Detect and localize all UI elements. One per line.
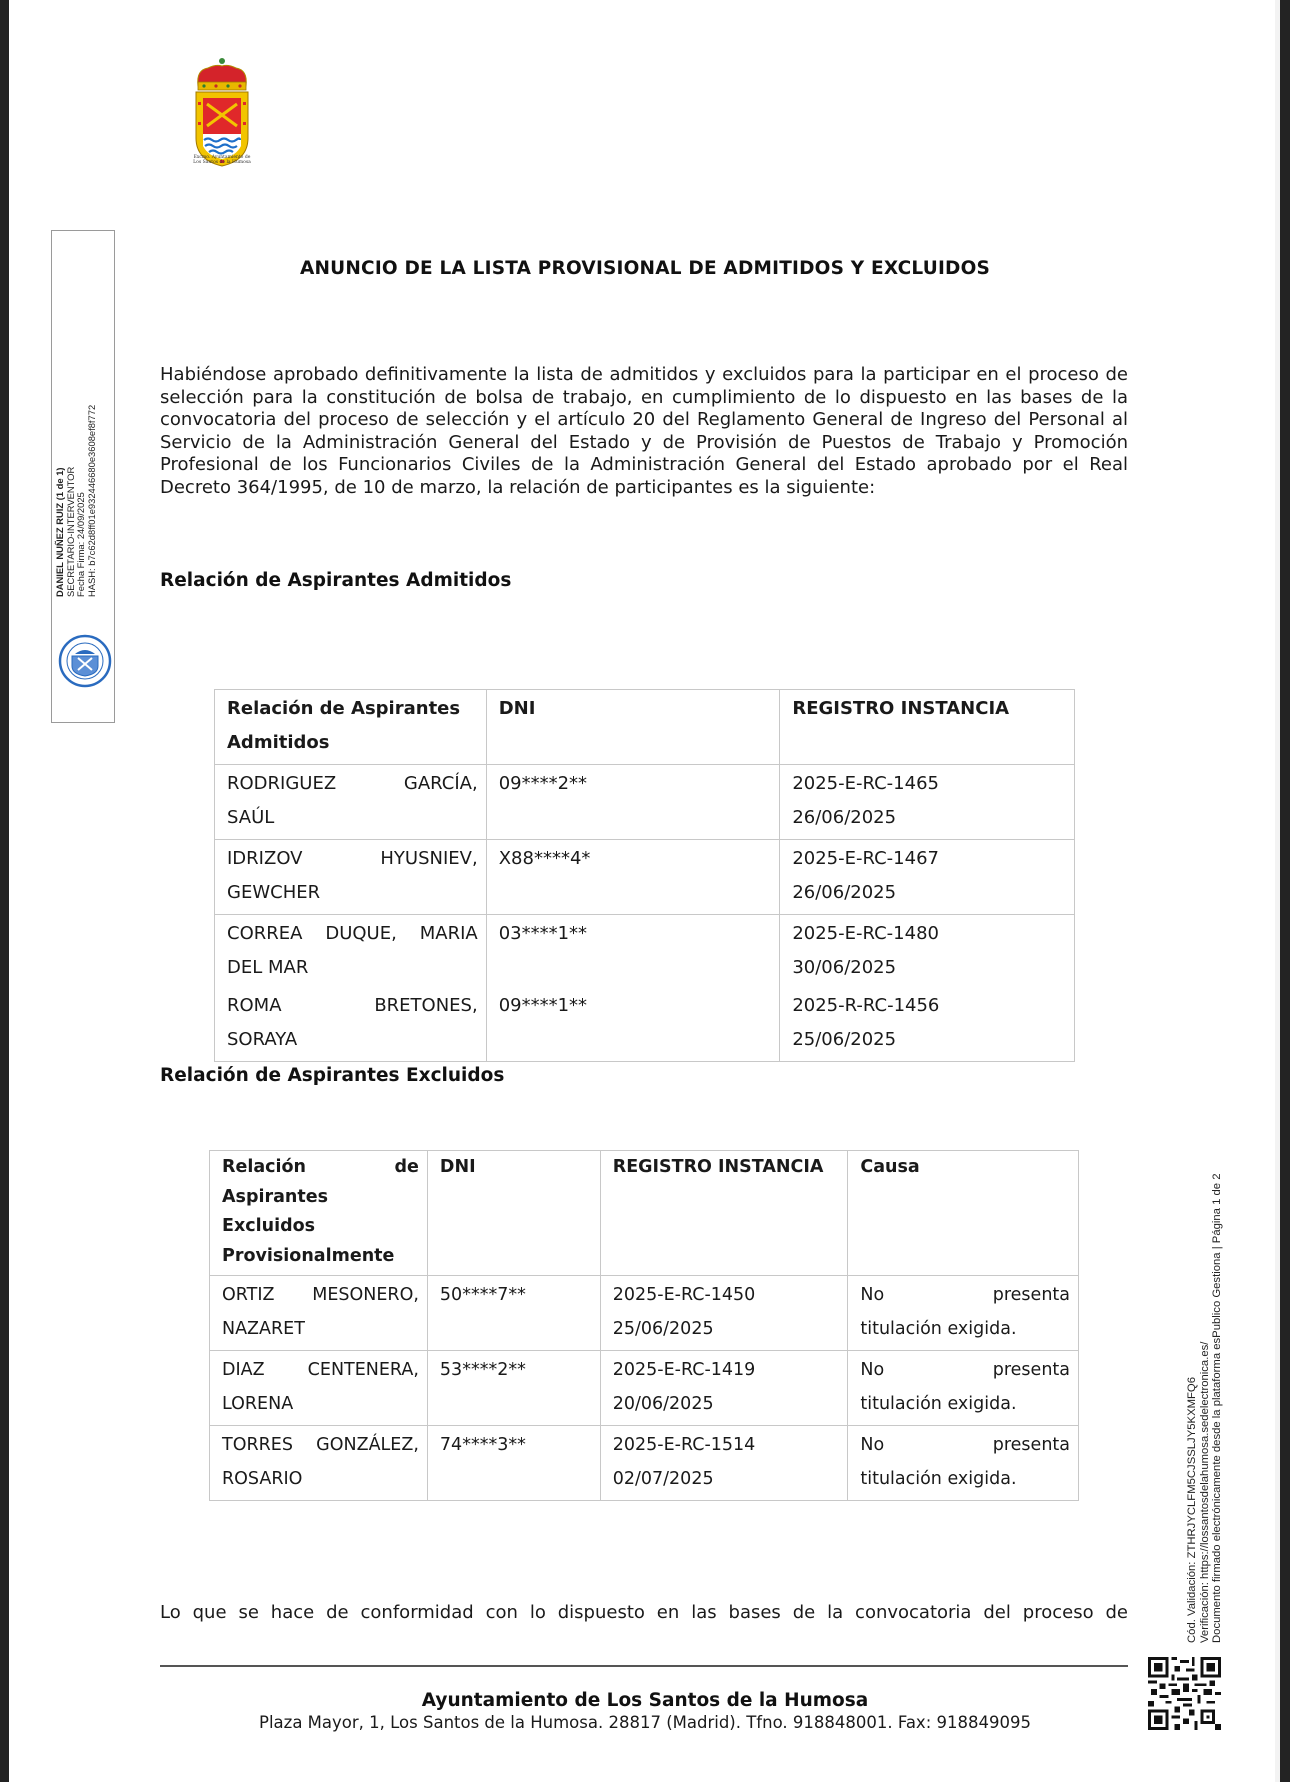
- column-header-dni: DNI: [486, 690, 780, 765]
- excluidos-heading: Relación de Aspirantes Excluidos: [160, 1065, 505, 1086]
- column-header-name: Relación de Aspirantes Admitidos: [215, 690, 487, 765]
- exclusion-cause: No presenta titulación exigida.: [848, 1351, 1079, 1426]
- footer-divider: [160, 1665, 1128, 1667]
- table-row: [210, 1426, 1079, 1501]
- table-header-row: [210, 1151, 1079, 1276]
- table-header-row: [215, 690, 1075, 765]
- closing-paragraph: Lo que se hace de conformidad con lo dispuesto en las bases de la convocatoria del proceso de: [160, 1602, 1128, 1623]
- table-row: [210, 1351, 1079, 1426]
- applicant-dni: X88****4*: [486, 840, 780, 915]
- applicant-dni: 03****1**: [486, 915, 780, 990]
- applicant-registro: 2025-E-RC-1467 26/06/2025: [780, 840, 1075, 915]
- verification-url[interactable]: Verificación: https://lossantosdelahumosa.sedelectronica.es/: [1198, 1341, 1211, 1643]
- applicant-dni: 74****3**: [427, 1426, 600, 1501]
- column-header-registro: REGISTRO INSTANCIA: [780, 690, 1075, 765]
- applicant-name: CORREA DUQUE, MARIA DEL MAR: [215, 915, 487, 990]
- official-seal-icon: [58, 634, 112, 688]
- document-title: ANUNCIO DE LA LISTA PROVISIONAL DE ADMITIDOS Y EXCLUIDOS: [299, 258, 991, 279]
- applicant-name: RODRIGUEZ GARCÍA, SAÚL: [215, 765, 487, 840]
- table-row: [215, 915, 1075, 990]
- applicant-name: TORRES GONZÁLEZ, ROSARIO: [210, 1426, 428, 1501]
- signature-stamp-text: [55, 405, 97, 597]
- applicant-dni: 09****1**: [486, 989, 780, 1062]
- exclusion-cause: No presenta titulación exigida.: [848, 1276, 1079, 1351]
- table-row: [215, 765, 1075, 840]
- signer-name: DANIEL NUÑEZ RUIZ (1 de 1): [54, 467, 65, 597]
- applicant-registro: 2025-E-RC-1465 26/06/2025: [780, 765, 1075, 840]
- exclusion-cause: No presenta titulación exigida.: [848, 1426, 1079, 1501]
- admitidos-table: [214, 689, 1075, 1062]
- applicant-registro: 2025-E-RC-1419 20/06/2025: [600, 1351, 848, 1426]
- qr-code-icon: [1148, 1657, 1221, 1730]
- intro-paragraph: Habiéndose aprobado definitivamente la lista de admitidos y excluidos para la participar en el proceso de selección para la constitución de bolsa de trabajo, en cumplimiento de lo dispuesto en las bases de la convocatoria del proceso de selección y el artículo 20 del Reglamento General de Ingreso del Personal al Servicio de la Administración General del Estado y de Provisión de Puestos de Trabajo y Promoción Profesional de los Funcionarios Civiles de la Administración General del Estado aprobado por el Real Decreto 364/1995, de 10 de marzo, la relación de participantes es la siguiente:: [160, 364, 1128, 498]
- applicant-registro: 2025-E-RC-1480 30/06/2025: [780, 915, 1075, 990]
- column-header-name: Relación de Aspirantes Excluidos Provisionalmente: [210, 1151, 428, 1276]
- applicant-registro: 2025-E-RC-1450 25/06/2025: [600, 1276, 848, 1351]
- footer-address: Plaza Mayor, 1, Los Santos de la Humosa. 28817 (Madrid). Tfno. 918848001. Fax: 918849095: [259, 1713, 1031, 1732]
- column-header-dni: DNI: [427, 1151, 600, 1276]
- table-row: [210, 1276, 1079, 1351]
- column-header-registro: REGISTRO INSTANCIA: [600, 1151, 848, 1276]
- column-header-causa: Causa: [848, 1151, 1079, 1276]
- signature-platform-note: Documento firmado electrónicamente desde la plataforma esPublico Gestiona | Página 1 de 2: [1211, 1173, 1223, 1643]
- table-row: [215, 840, 1075, 915]
- applicant-dni: 50****7**: [427, 1276, 600, 1351]
- applicant-registro: 2025-E-RC-1514 02/07/2025: [600, 1426, 848, 1501]
- logo-caption: [182, 155, 262, 165]
- admitidos-heading: Relación de Aspirantes Admitidos: [160, 570, 512, 591]
- logo-caption-line1: Excmo. Ayuntamiento de: [193, 155, 251, 160]
- applicant-name: ORTIZ MESONERO, NAZARET: [210, 1276, 428, 1351]
- logo-caption-line2: Los Santos de la Humosa: [193, 160, 251, 165]
- applicant-name: ROMA BRETONES, SORAYA: [215, 989, 487, 1062]
- table-row: [215, 989, 1075, 1062]
- excluidos-table: [209, 1150, 1079, 1501]
- signature-hash: HASH: b7c62d8ff01e932446680e3608ef8f772: [85, 404, 97, 597]
- verification-text: [1186, 1173, 1224, 1643]
- validation-code: Cód. Validación: ZTHRJYCLFM5CJSSLJY5KXMFQ6: [1186, 1377, 1198, 1643]
- signature-date: Fecha Firma: 24/09/2025: [75, 492, 86, 597]
- applicant-name: DIAZ CENTENERA, LORENA: [210, 1351, 428, 1426]
- footer-organization: Ayuntamiento de Los Santos de la Humosa: [421, 1690, 869, 1711]
- applicant-dni: 53****2**: [427, 1351, 600, 1426]
- applicant-dni: 09****2**: [486, 765, 780, 840]
- applicant-name: IDRIZOV HYUSNIEV, GEWCHER: [215, 840, 487, 915]
- signer-role: SECRETARIO-INTERVENTOR: [64, 466, 76, 597]
- applicant-registro: 2025-R-RC-1456 25/06/2025: [780, 989, 1075, 1062]
